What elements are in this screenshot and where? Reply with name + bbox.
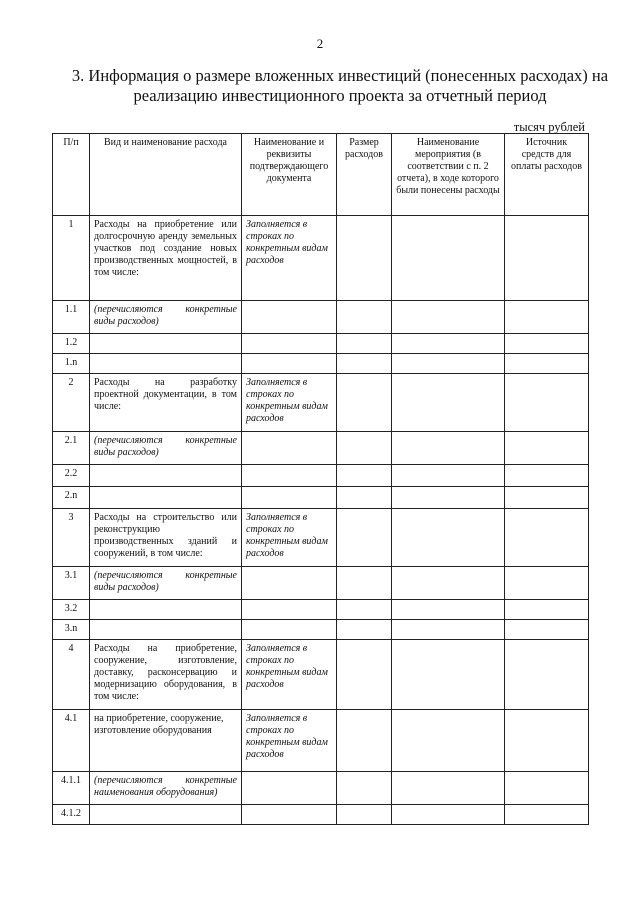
row-number: 2.1 — [53, 432, 90, 465]
fill-note: Заполняется в строках по конкретным видам расходов — [242, 374, 337, 432]
empty-cell — [242, 600, 337, 620]
row-number: 1.1 — [53, 301, 90, 334]
units-label: тысяч рублей — [513, 120, 585, 134]
row-number: 1.n — [53, 354, 90, 374]
section-heading — [70, 66, 610, 106]
empty-cell — [505, 640, 589, 710]
fill-note: Заполняется в строках по конкретным видам расходов — [242, 509, 337, 567]
empty-cell — [242, 432, 337, 465]
list-note: (перечисляются конкретные виды расходов) — [90, 301, 242, 334]
empty-cell — [337, 509, 392, 567]
row-number: 2 — [53, 374, 90, 432]
table-row — [53, 374, 589, 432]
empty-cell — [242, 334, 337, 354]
empty-cell — [242, 772, 337, 805]
table-row — [53, 301, 589, 334]
row-number: 4.1 — [53, 710, 90, 772]
empty-cell — [337, 640, 392, 710]
col-header-expense-type: Вид и наименование расхода — [90, 134, 242, 216]
row-number: 4.1.2 — [53, 805, 90, 825]
heading-line-2: реализацию инвестиционного проекта за отчетный период — [133, 86, 547, 105]
empty-cell — [337, 487, 392, 509]
expense-name: на приобретение, сооружение, изготовление оборудования — [90, 710, 242, 772]
empty-cell — [505, 301, 589, 334]
empty-cell — [337, 216, 392, 301]
empty-cell — [337, 334, 392, 354]
empty-cell — [392, 710, 505, 772]
row-number: 3.1 — [53, 567, 90, 600]
table-header-row — [53, 134, 589, 216]
expense-name: Расходы на приобретение или долгосрочную аренду земельных участков под создание новых производственных мощностей, в том числе: — [90, 216, 242, 301]
row-number: 1 — [53, 216, 90, 301]
table-row — [53, 710, 589, 772]
empty-cell — [505, 600, 589, 620]
empty-cell — [392, 640, 505, 710]
table-row — [53, 354, 589, 374]
empty-cell — [90, 600, 242, 620]
empty-cell — [505, 620, 589, 640]
table-row — [53, 620, 589, 640]
fill-note: Заполняется в строках по конкретным видам расходов — [242, 640, 337, 710]
empty-cell — [505, 487, 589, 509]
empty-cell — [242, 301, 337, 334]
empty-cell — [90, 465, 242, 487]
col-header-activity: Наименование мероприятия (в соответствии с п. 2 отчета), в ходе которого были понесены расходы — [392, 134, 505, 216]
empty-cell — [242, 487, 337, 509]
row-number: 3.2 — [53, 600, 90, 620]
empty-cell — [392, 374, 505, 432]
row-number: 4 — [53, 640, 90, 710]
empty-cell — [90, 805, 242, 825]
empty-cell — [337, 301, 392, 334]
empty-cell — [505, 465, 589, 487]
empty-cell — [392, 301, 505, 334]
table-row — [53, 567, 589, 600]
col-header-source: Источник средств для оплаты расходов — [505, 134, 589, 216]
table-row — [53, 772, 589, 805]
empty-cell — [242, 805, 337, 825]
row-number: 1.2 — [53, 334, 90, 354]
empty-cell — [505, 772, 589, 805]
empty-cell — [505, 567, 589, 600]
table-row — [53, 600, 589, 620]
empty-cell — [242, 354, 337, 374]
empty-cell — [505, 710, 589, 772]
empty-cell — [392, 216, 505, 301]
list-note: (перечисляются конкретные виды расходов) — [90, 432, 242, 465]
empty-cell — [337, 805, 392, 825]
row-number: 3 — [53, 509, 90, 567]
empty-cell — [337, 374, 392, 432]
empty-cell — [242, 620, 337, 640]
fill-note: Заполняется в строках по конкретным видам расходов — [242, 710, 337, 772]
list-note: (перечисляются конкретные виды расходов) — [90, 567, 242, 600]
empty-cell — [90, 487, 242, 509]
row-number: 4.1.1 — [53, 772, 90, 805]
investment-table — [52, 133, 589, 825]
col-header-document: Наименование и реквизиты подтверждающего документа — [242, 134, 337, 216]
empty-cell — [392, 772, 505, 805]
table-row — [53, 216, 589, 301]
table-row — [53, 432, 589, 465]
empty-cell — [505, 354, 589, 374]
page-number: 2 — [316, 36, 324, 51]
table-row — [53, 805, 589, 825]
empty-cell — [90, 354, 242, 374]
row-number: 2.2 — [53, 465, 90, 487]
table-row — [53, 334, 589, 354]
expense-name: Расходы на строительство или реконструкцию производственных зданий и сооружений, в том числе: — [90, 509, 242, 567]
empty-cell — [505, 805, 589, 825]
row-number: 3.n — [53, 620, 90, 640]
empty-cell — [392, 805, 505, 825]
list-note-equipment: (перечисляются конкретные наименования оборудования) — [90, 772, 242, 805]
empty-cell — [392, 465, 505, 487]
empty-cell — [90, 620, 242, 640]
empty-cell — [337, 710, 392, 772]
expense-name: Расходы на разработку проектной документации, в том числе: — [90, 374, 242, 432]
empty-cell — [337, 465, 392, 487]
table-row — [53, 509, 589, 567]
empty-cell — [392, 509, 505, 567]
empty-cell — [337, 432, 392, 465]
row-number: 2.n — [53, 487, 90, 509]
empty-cell — [337, 354, 392, 374]
expense-name: Расходы на приобретение, сооружение, изготовление, доставку, расконсервацию и модернизацию оборудования, в том числе: — [90, 640, 242, 710]
empty-cell — [337, 620, 392, 640]
col-header-amount: Размер расходов — [337, 134, 392, 216]
empty-cell — [337, 567, 392, 600]
empty-cell — [505, 509, 589, 567]
fill-note: Заполняется в строках по конкретным видам расходов — [242, 216, 337, 301]
empty-cell — [337, 600, 392, 620]
col-header-num: П/п — [53, 134, 90, 216]
table-row — [53, 487, 589, 509]
empty-cell — [392, 432, 505, 465]
empty-cell — [505, 216, 589, 301]
empty-cell — [392, 600, 505, 620]
empty-cell — [392, 354, 505, 374]
table-row — [53, 465, 589, 487]
empty-cell — [392, 620, 505, 640]
table-row — [53, 640, 589, 710]
empty-cell — [392, 567, 505, 600]
empty-cell — [242, 465, 337, 487]
empty-cell — [505, 432, 589, 465]
empty-cell — [505, 334, 589, 354]
empty-cell — [242, 567, 337, 600]
empty-cell — [90, 334, 242, 354]
empty-cell — [392, 487, 505, 509]
empty-cell — [505, 374, 589, 432]
empty-cell — [337, 772, 392, 805]
heading-line-1: 3. Информация о размере вложенных инвестиций (понесенных расходах) на — [71, 66, 609, 85]
empty-cell — [392, 334, 505, 354]
